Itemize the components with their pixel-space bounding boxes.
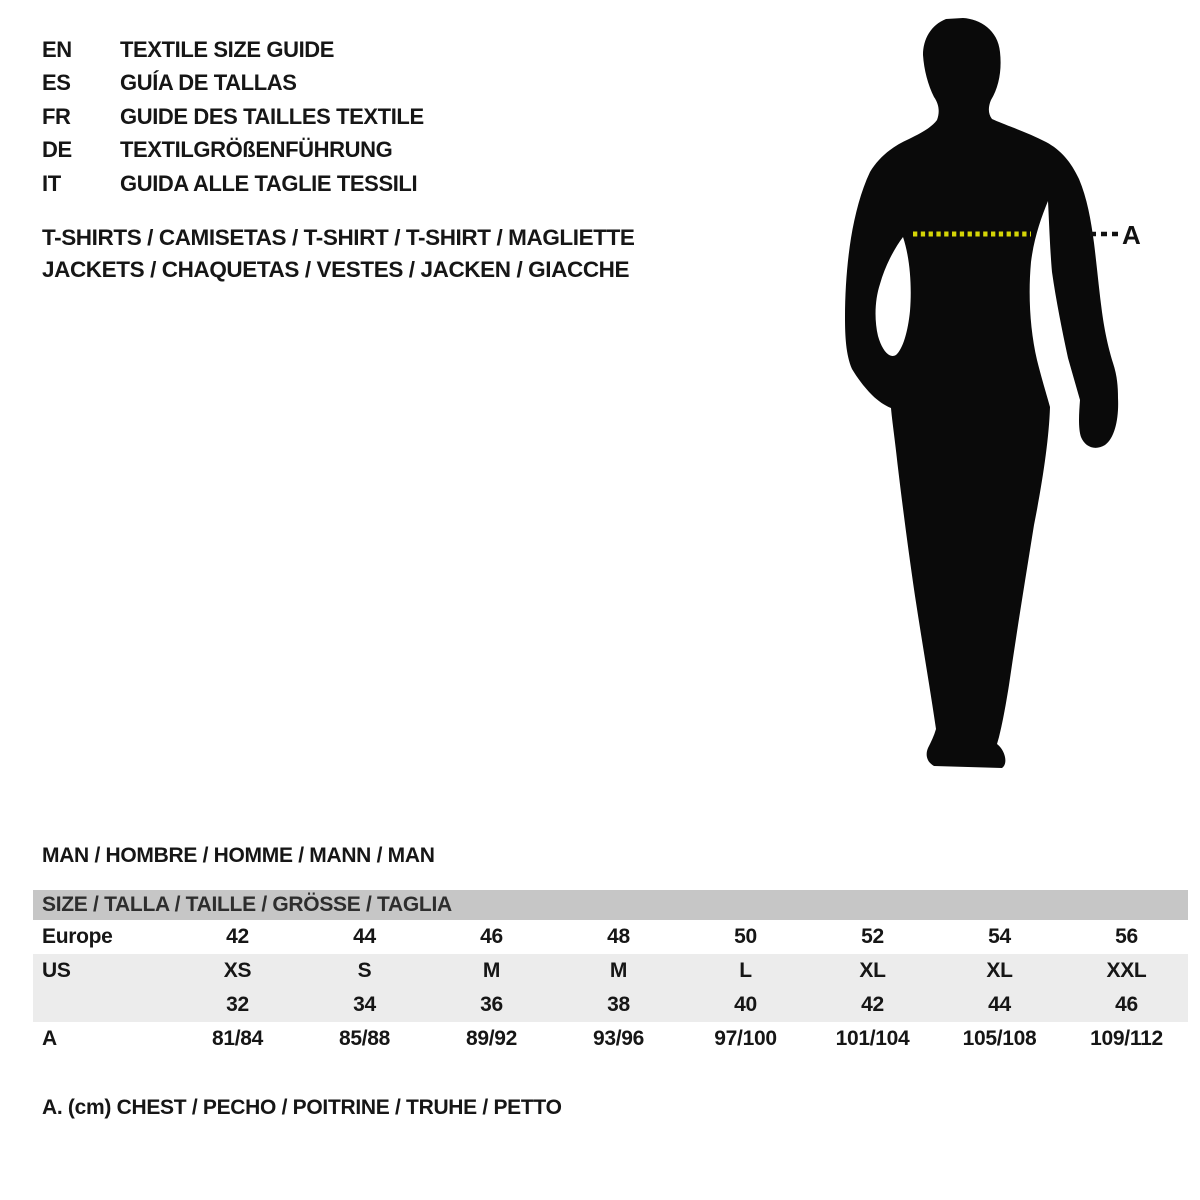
- table-cell: 44: [353, 925, 376, 948]
- table-cell: 48: [607, 925, 630, 948]
- table-cell: 105/108: [962, 1027, 1037, 1050]
- language-title: GUIDA ALLE TAGLIE TESSILI: [120, 170, 418, 196]
- table-cell: 109/112: [1090, 1027, 1163, 1050]
- table-cell: L: [739, 959, 752, 982]
- language-title: TEXTILGRÖßENFÜHRUNG: [120, 137, 393, 163]
- table-cell: 50: [734, 925, 757, 948]
- man-silhouette: [845, 18, 1118, 768]
- table-cell: 46: [480, 925, 503, 948]
- man-figure: [820, 0, 1200, 800]
- measure-label-a: A: [1122, 220, 1141, 250]
- language-code: IT: [42, 170, 61, 196]
- table-cell: 36: [480, 993, 503, 1016]
- table-cell: 89/92: [465, 1027, 518, 1050]
- language-code: ES: [42, 70, 71, 96]
- row-label: A: [42, 1027, 57, 1050]
- table-cell: M: [609, 959, 628, 982]
- language-code: DE: [42, 137, 72, 163]
- table-row-us: [33, 954, 1188, 988]
- language-title: TEXTILE SIZE GUIDE: [120, 36, 335, 62]
- measurement-footnote: A. (cm) CHEST / PECHO / POITRINE / TRUHE / PETTO: [42, 1096, 562, 1119]
- row-label: Europe: [42, 925, 113, 948]
- table-cell: 40: [734, 993, 757, 1016]
- section-title-man: MAN / HOMBRE / HOMME / MANN / MAN: [42, 844, 435, 867]
- table-row-europe: [33, 920, 1188, 954]
- language-row-fr: [42, 100, 424, 134]
- table-cell: 56: [1115, 925, 1138, 948]
- language-list: [42, 33, 424, 201]
- table-cell: XL: [859, 959, 886, 982]
- table-cell: 38: [607, 993, 630, 1016]
- row-label: US: [42, 959, 71, 982]
- table-cell: 52: [861, 925, 884, 948]
- table-cell: 85/88: [338, 1027, 391, 1050]
- table-cell: 42: [226, 925, 249, 948]
- language-row-it: [42, 167, 424, 201]
- table-cell: M: [482, 959, 501, 982]
- size-table: [33, 890, 1188, 1056]
- table-row-alt-sizes: [33, 988, 1188, 1022]
- language-row-de: [42, 134, 424, 168]
- table-cell: 46: [1115, 993, 1138, 1016]
- table-cell: 101/104: [835, 1027, 910, 1050]
- table-cell: XL: [986, 959, 1013, 982]
- table-cell: XXL: [1106, 959, 1147, 982]
- table-cell: 54: [988, 925, 1011, 948]
- table-cell: 93/96: [592, 1027, 645, 1050]
- language-row-en: [42, 33, 424, 67]
- table-cell: 42: [861, 993, 884, 1016]
- table-cell: 97/100: [714, 1027, 777, 1050]
- table-cell: XS: [223, 959, 252, 982]
- size-table-header: SIZE / TALLA / TAILLE / GRÖSSE / TAGLIA: [33, 890, 1188, 920]
- table-row-chest-cm: [33, 1022, 1188, 1056]
- table-cell: S: [357, 959, 372, 982]
- language-title: GUÍA DE TALLAS: [120, 70, 297, 96]
- table-cell: 44: [988, 993, 1011, 1016]
- language-row-es: [42, 67, 424, 101]
- language-code: FR: [42, 103, 71, 129]
- category-line-tshirts: T-SHIRTS / CAMISETAS / T-SHIRT / T-SHIRT / MAGLIETTE: [42, 225, 635, 250]
- category-list: [42, 222, 635, 286]
- language-code: EN: [42, 36, 72, 62]
- table-cell: 32: [226, 993, 249, 1016]
- table-cell: 34: [353, 993, 376, 1016]
- category-line-jackets: JACKETS / CHAQUETAS / VESTES / JACKEN / GIACCHE: [42, 257, 630, 282]
- table-cell: 81/84: [211, 1027, 264, 1050]
- language-title: GUIDE DES TAILLES TEXTILE: [120, 103, 424, 129]
